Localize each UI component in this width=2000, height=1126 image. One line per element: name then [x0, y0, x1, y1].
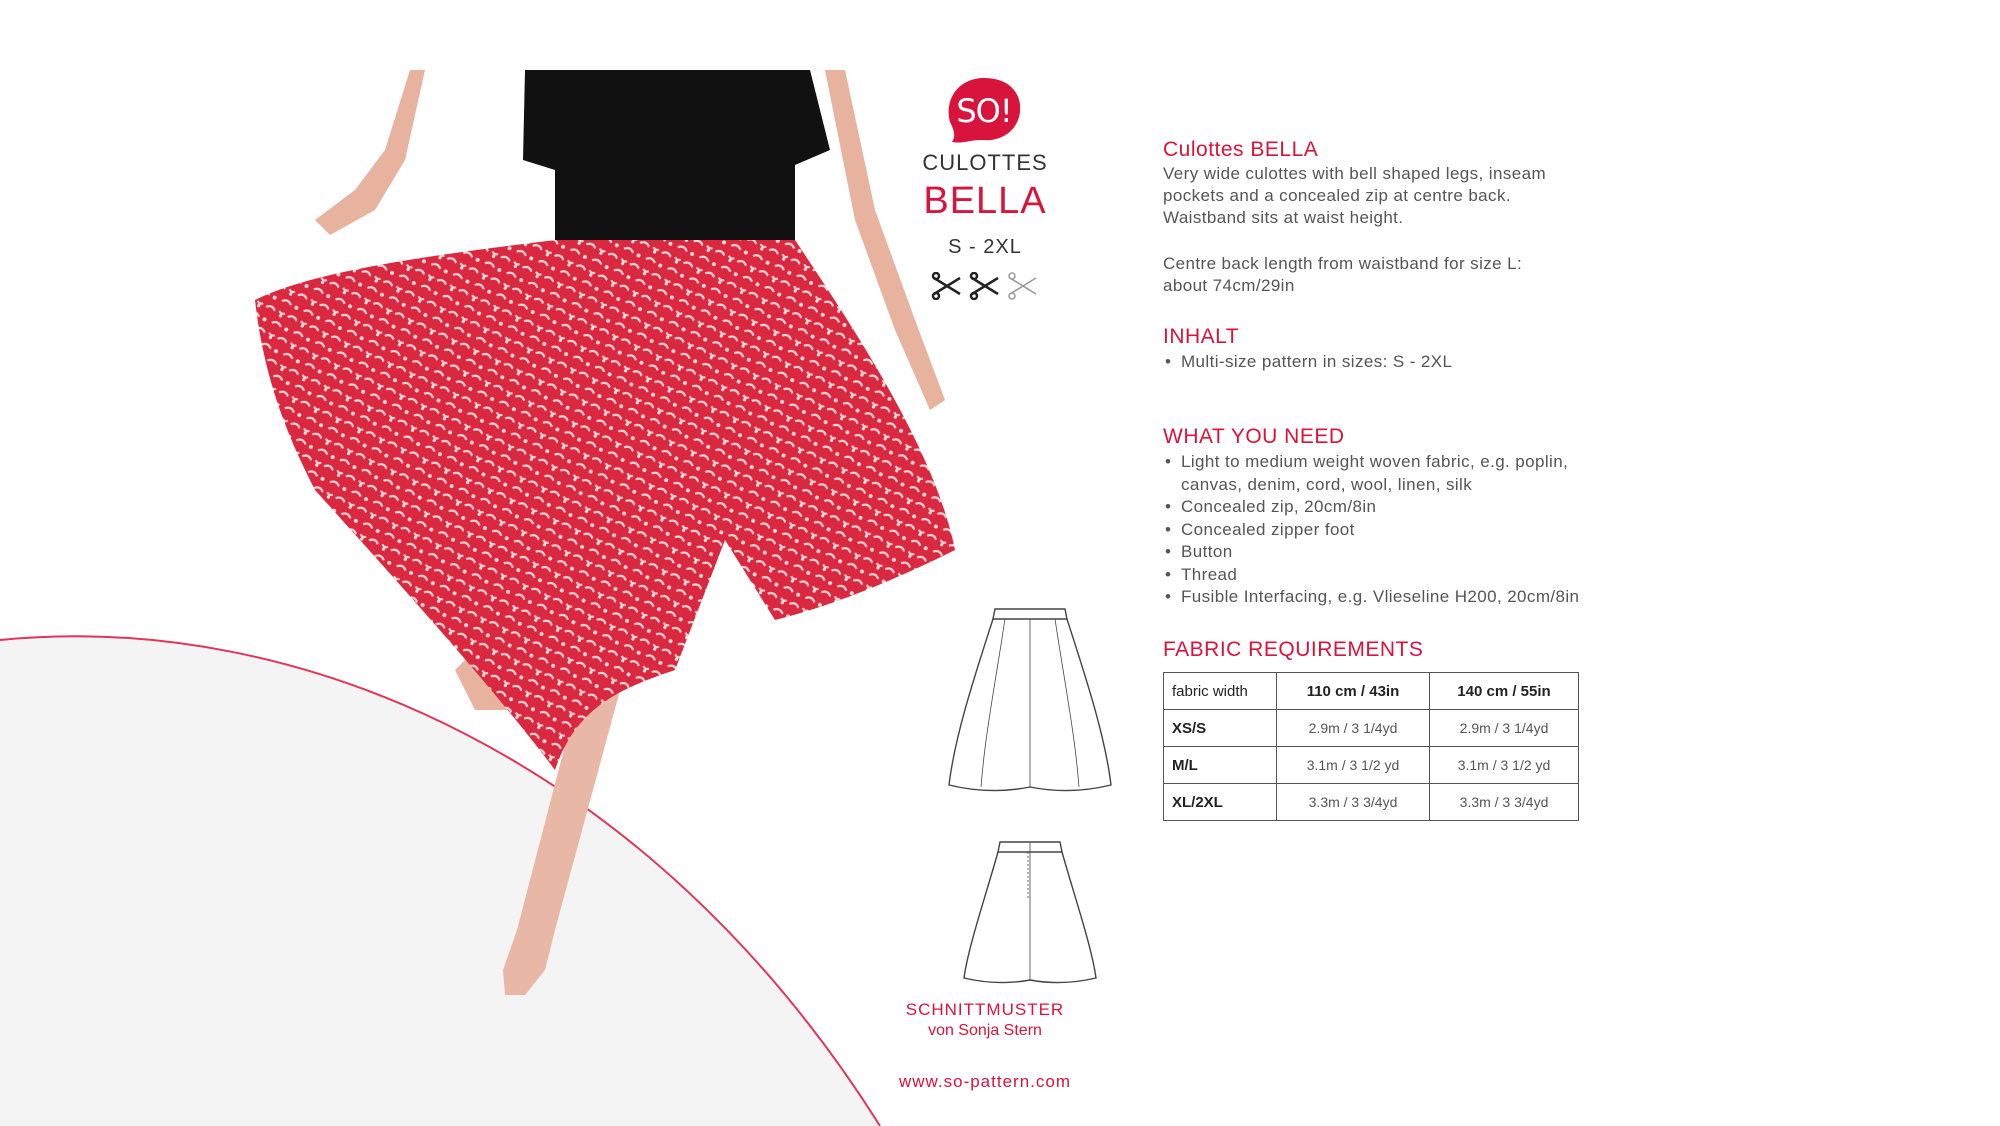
table-cell: 3.3m / 3 3/4yd	[1277, 784, 1430, 821]
byline-schnittmuster: SCHNITTMUSTER	[905, 1000, 1065, 1019]
list-item-text: canvas, denim, cord, wool, linen, silk	[1181, 474, 1473, 494]
website-link[interactable]: www.so-pattern.com	[899, 1072, 1071, 1091]
scissors-icon	[1009, 273, 1036, 299]
table-header-cell: 110 cm / 43in	[1277, 673, 1430, 710]
list-item: • Fusible Interfacing, e.g. Vlieseline H200, 20cm/8in	[1163, 586, 1683, 609]
table-cell: M/L	[1164, 747, 1277, 784]
need-list	[1163, 451, 1683, 609]
table-row	[1164, 747, 1579, 784]
difficulty-rating	[930, 272, 1042, 300]
list-item	[1163, 451, 1683, 496]
table-cell: 2.9m / 3 1/4yd	[1430, 710, 1579, 747]
scissors-icon	[971, 273, 998, 299]
table-header-row	[1164, 673, 1579, 710]
description-line: Waistband sits at waist height.	[1163, 208, 1404, 227]
table-cell: XL/2XL	[1164, 784, 1277, 821]
list-item: • Button	[1163, 541, 1683, 564]
description-title: Culottes BELLA	[1163, 138, 1319, 161]
description-line: pockets and a concealed zip at centre back.	[1163, 186, 1511, 205]
so-logo	[944, 74, 1024, 146]
table-cell: XS/S	[1164, 710, 1277, 747]
inhalt-list	[1163, 351, 1683, 374]
fabric-requirements-table	[1163, 672, 1579, 821]
scissors-icon	[933, 273, 960, 299]
table-row	[1164, 710, 1579, 747]
table-cell: 3.3m / 3 3/4yd	[1430, 784, 1579, 821]
list-item-text: Light to medium weight woven fabric, e.g. poplin,	[1181, 452, 1569, 471]
table-header-cell: 140 cm / 55in	[1430, 673, 1579, 710]
list-item: • Concealed zip, 20cm/8in	[1163, 496, 1683, 519]
back-technical-drawing	[960, 838, 1100, 986]
fabric-heading: FABRIC REQUIREMENTS	[1163, 638, 1424, 661]
front-technical-drawing	[945, 605, 1115, 795]
description-line: Very wide culottes with bell shaped legs, inseam	[1163, 164, 1547, 183]
table-cell: 3.1m / 3 1/2 yd	[1277, 747, 1430, 784]
length-line: Centre back length from waistband for size L:	[1163, 254, 1523, 273]
list-item: • Thread	[1163, 564, 1683, 587]
need-heading: WHAT YOU NEED	[1163, 425, 1345, 448]
table-header-cell: fabric width	[1164, 673, 1277, 710]
list-item: • Multi-size pattern in sizes: S - 2XL	[1163, 351, 1683, 374]
product-name: BELLA	[923, 180, 1047, 222]
byline-author: von Sonja Stern	[928, 1022, 1042, 1039]
length-line: about 74cm/29in	[1163, 276, 1295, 295]
size-range: S - 2XL	[948, 236, 1022, 258]
list-item: • Concealed zipper foot	[1163, 519, 1683, 542]
logo-text: SO!	[956, 92, 1012, 130]
table-cell: 3.1m / 3 1/2 yd	[1430, 747, 1579, 784]
inhalt-heading: INHALT	[1163, 325, 1240, 348]
table-cell: 2.9m / 3 1/4yd	[1277, 710, 1430, 747]
table-row	[1164, 784, 1579, 821]
product-type: CULOTTES	[922, 150, 1048, 175]
